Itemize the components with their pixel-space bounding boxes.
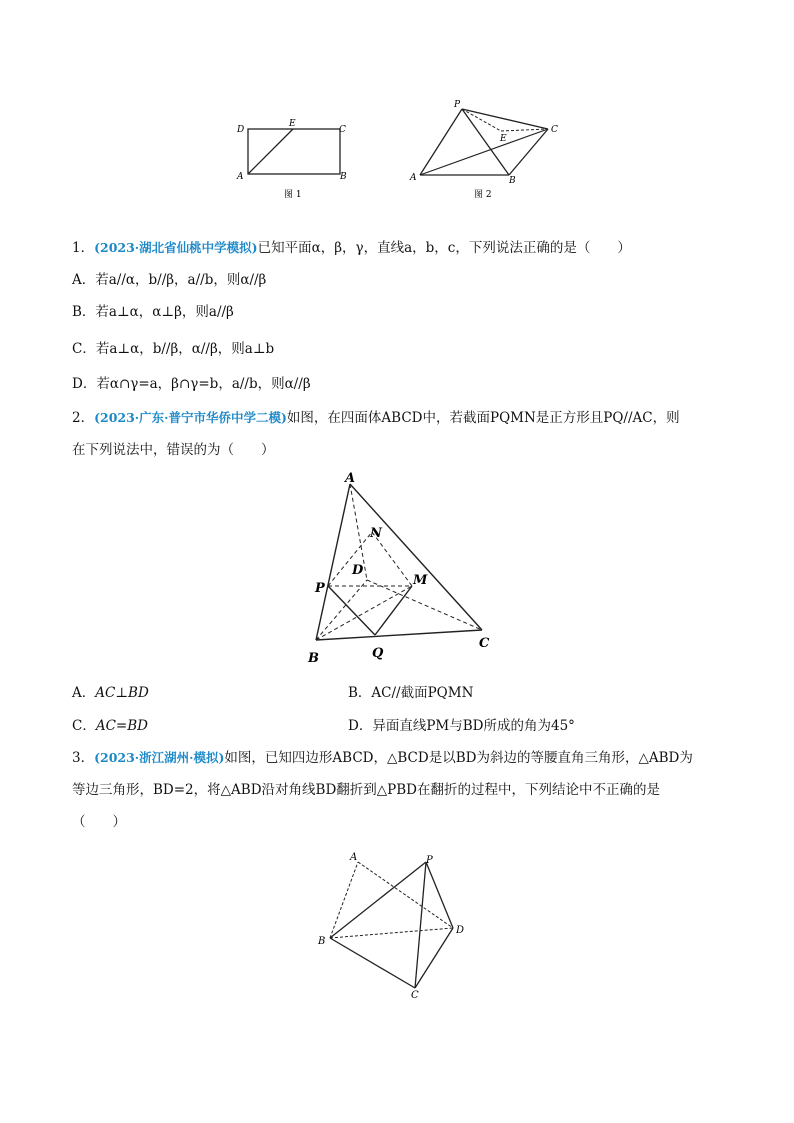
option-text: 若a⊥α，α⊥β，则a//β [95,304,234,320]
option-letter: D． [72,376,97,392]
q2-option-a[interactable] [72,683,149,703]
fold-label-b: B [318,936,326,947]
tetra-label-q: Q [372,646,384,661]
q2-option-b[interactable] [348,683,473,703]
tetra-label-b: B [308,651,319,666]
tetra-label-a: A [345,471,356,486]
q1-option-d[interactable] [72,374,311,394]
tetrahedron-figure [300,470,500,670]
option-letter: C． [72,341,96,357]
q2-option-c[interactable] [72,716,148,736]
fold-label-c: C [411,990,419,998]
fig1-caption: 图 1 [284,190,302,200]
fig1-label-a: A [237,172,244,182]
q2-number: 2． [72,410,95,426]
tetra-label-d: D [352,563,364,578]
figure-2 [409,100,558,200]
fig2-label-c: C [551,125,558,135]
figure-1-and-2 [220,95,580,205]
option-letter: A． [72,272,96,288]
fold-label-d: D [456,925,465,936]
q1-number: 1． [72,240,95,256]
tetra-label-m: M [413,573,428,588]
fig2-caption: 图 2 [474,190,492,200]
fig1-label-c: C [339,125,346,135]
fig1-label-b: B [340,172,347,182]
option-letter: D． [348,718,373,734]
q3-text-1: 如图，已知四边形ABCD，△BCD是以BD为斜边的等腰直角三角形，△ABD为 [224,750,693,766]
q3-source: (2023·浙江湖州·模拟) [94,750,225,765]
fig1-label-d: D [237,125,245,135]
q3-stem-line-2 [72,780,660,800]
fig2-label-p: P [454,100,461,110]
q3-stem-line-1 [72,748,693,768]
option-text: 若a//α，b//β，a//b，则α//β [95,272,267,288]
figure-1 [236,119,347,200]
q1-stem [72,238,631,258]
fig2-label-e: E [500,134,507,144]
q2-stem-line-1 [72,408,680,428]
fig1-label-e: E [289,119,296,129]
option-text: 若a⊥α，b//β，α//β，则a⊥b [95,341,275,357]
option-text: 若α∩γ=a，β∩γ=b，a//b，则α//β [96,376,311,392]
option-letter: A． [72,685,96,701]
q1-text: 已知平面α，β，γ，直线a，b，c，下列说法正确的是（ ） [257,240,631,256]
q3-text-3: （ ） [72,814,126,830]
fig2-label-b: B [509,176,516,186]
q1-option-b[interactable] [72,302,234,322]
q1-option-c[interactable] [72,339,274,359]
option-text: AC=BD [95,718,148,734]
option-text: AC⊥BD [95,685,149,701]
q2-stem-line-2 [72,440,275,460]
option-text: 异面直线PM与BD所成的角为45° [372,718,575,734]
q2-option-d[interactable] [348,716,575,736]
fold-label-p: P [426,855,433,866]
q2-text-1: 如图，在四面体ABCD中，若截面PQMN是正方形且PQ//AC，则 [286,410,680,426]
q2-text-2: 在下列说法中，错误的为（ ） [72,442,275,458]
q3-text-2: 等边三角形，BD=2，将△ABD沿对角线BD翻折到△PBD在翻折的过程中，下列结论中不正确的是 [72,782,660,798]
q1-source: (2023·湖北省仙桃中学模拟) [94,240,258,255]
q3-stem-line-3 [72,812,126,832]
fold-label-a: A [350,852,358,863]
option-letter: B． [348,685,372,701]
fig2-label-a: A [410,173,417,183]
q3-number: 3． [72,750,95,766]
q2-source: (2023·广东·普宁市华侨中学二模) [94,410,287,425]
option-letter: B． [72,304,96,320]
option-letter: C． [72,718,96,734]
fold-figure [310,848,480,998]
option-text: AC//截面PQMN [371,685,474,701]
tetra-label-n: N [370,526,382,541]
q1-option-a[interactable] [72,270,266,290]
tetra-label-p: P [315,581,325,596]
tetra-label-c: C [479,636,490,651]
